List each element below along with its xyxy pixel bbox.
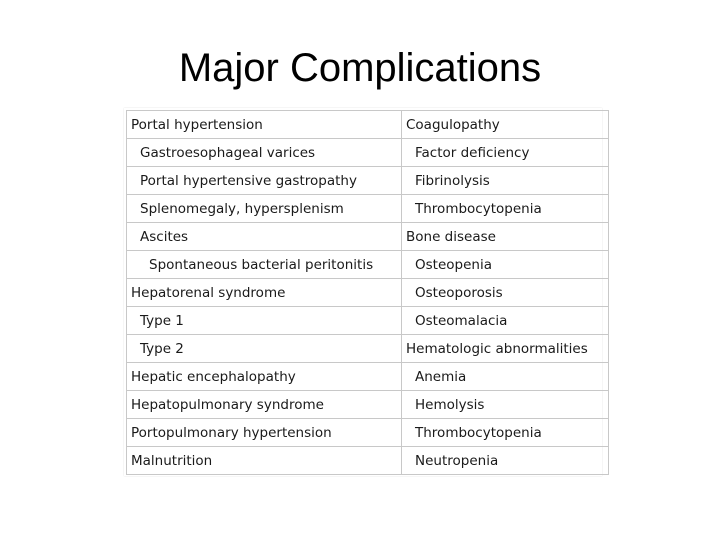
table-row <box>127 391 609 419</box>
table-cell-left: Gastroesophageal varices <box>127 139 402 167</box>
table-cell-right: Hemolysis <box>402 391 609 419</box>
complications-table <box>126 110 609 475</box>
table-row <box>127 195 609 223</box>
table-row <box>127 447 609 475</box>
complications-table-container <box>124 108 602 476</box>
table-cell-right: Fibrinolysis <box>402 167 609 195</box>
table-cell-right: Coagulopathy <box>402 111 609 139</box>
page-title: Major Complications <box>178 46 542 90</box>
table-row <box>127 419 609 447</box>
table-row <box>127 363 609 391</box>
table-cell-left: Spontaneous bacterial peritonitis <box>127 251 402 279</box>
table-cell-right: Thrombocytopenia <box>402 195 609 223</box>
table-cell-right: Anemia <box>402 363 609 391</box>
table-cell-right: Osteopenia <box>402 251 609 279</box>
table-row <box>127 251 609 279</box>
table-cell-left: Hepatorenal syndrome <box>127 279 402 307</box>
table-cell-left: Portopulmonary hypertension <box>127 419 402 447</box>
table-row <box>127 335 609 363</box>
table-cell-right: Osteoporosis <box>402 279 609 307</box>
table-cell-right: Osteomalacia <box>402 307 609 335</box>
table-cell-left: Type 1 <box>127 307 402 335</box>
table-row <box>127 223 609 251</box>
table-cell-left: Splenomegaly, hypersplenism <box>127 195 402 223</box>
table-cell-right: Hematologic abnormalities <box>402 335 609 363</box>
table-cell-right: Factor deficiency <box>402 139 609 167</box>
table-cell-left: Hepatic encephalopathy <box>127 363 402 391</box>
table-cell-left: Malnutrition <box>127 447 402 475</box>
table-cell-left: Portal hypertension <box>127 111 402 139</box>
table-row <box>127 307 609 335</box>
table-cell-right: Bone disease <box>402 223 609 251</box>
table-cell-left: Ascites <box>127 223 402 251</box>
table-row <box>127 167 609 195</box>
table-row <box>127 139 609 167</box>
table-cell-left: Hepatopulmonary syndrome <box>127 391 402 419</box>
table-cell-left: Type 2 <box>127 335 402 363</box>
table-cell-right: Neutropenia <box>402 447 609 475</box>
table-row <box>127 279 609 307</box>
table-cell-right: Thrombocytopenia <box>402 419 609 447</box>
table-cell-left: Portal hypertensive gastropathy <box>127 167 402 195</box>
table-row <box>127 111 609 139</box>
